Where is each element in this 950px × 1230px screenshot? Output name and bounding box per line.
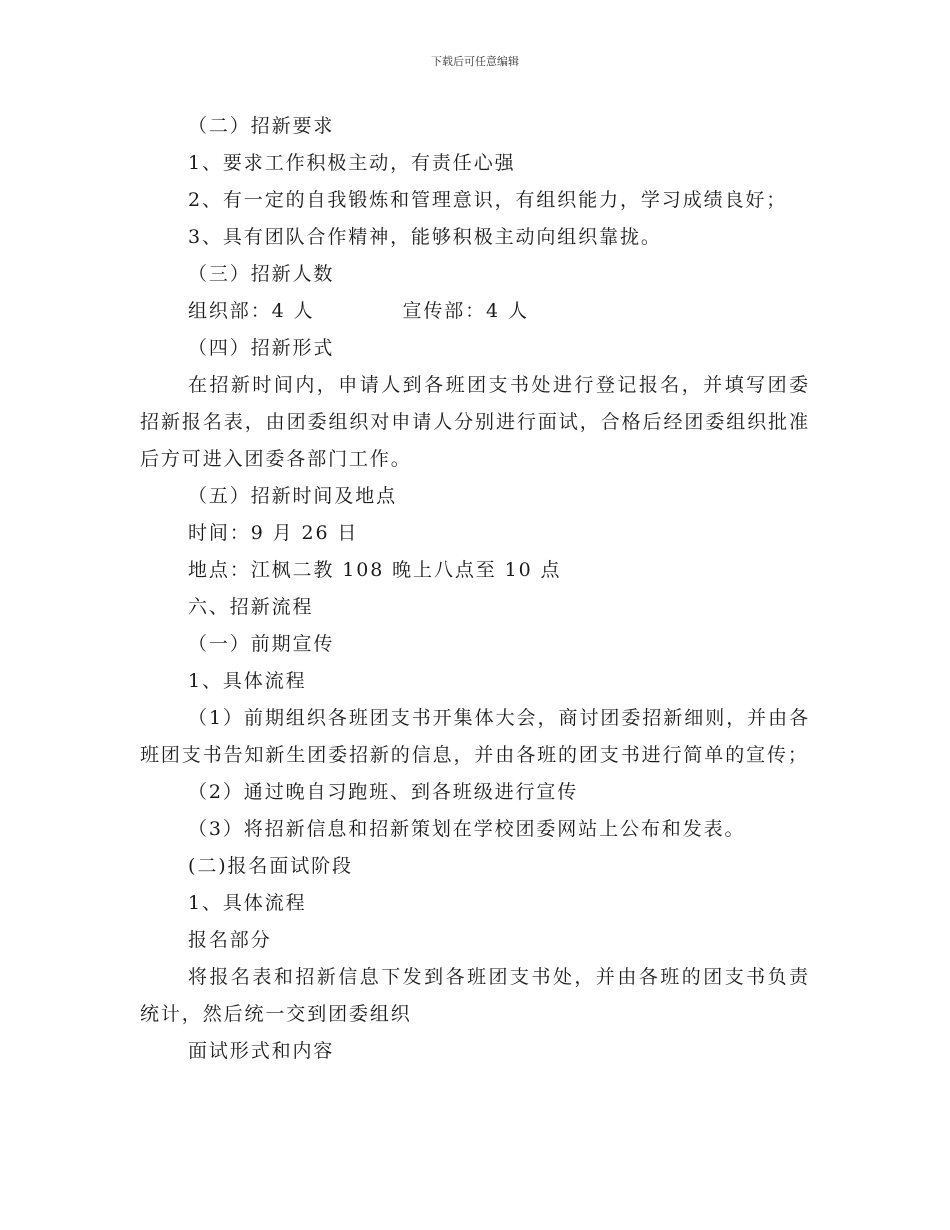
promo-step: （3）将招新信息和招新策划在学校团委网站上公布和发表。 xyxy=(188,818,746,840)
section-heading-time-place: （五）招新时间及地点 xyxy=(188,485,398,507)
section-heading-requirements: （二）招新要求 xyxy=(188,115,335,137)
subsection-heading-interview: (二)报名面试阶段 xyxy=(188,855,353,877)
signup-part-heading: 报名部分 xyxy=(188,929,272,951)
signup-paragraph: 将报名表和招新信息下发到各班团支书处，并由各班的团支书负责统计，然后统一交到团委组织 xyxy=(140,966,810,1025)
promo-step: （2）通过晚自习跑班、到各班级进行宣传 xyxy=(188,781,579,803)
document-body xyxy=(140,108,810,1070)
requirement-item: 3、具有团队合作精神，能够积极主动向组织靠拢。 xyxy=(188,226,662,248)
section-heading-process: 六、招新流程 xyxy=(188,596,314,618)
count-publicity: 宣传部：4 人 xyxy=(402,300,529,322)
promo-flow-heading: 1、具体流程 xyxy=(188,670,307,692)
subsection-heading-promo: （一）前期宣传 xyxy=(188,633,335,655)
count-organization: 组织部：4 人 xyxy=(188,300,315,322)
promo-step-paragraph: （1）前期组织各班团支书开集体大会，商讨团委招新细则，并由各班团支书告知新生团委招新的信息，并由各班的团支书进行简单的宣传； xyxy=(140,707,810,766)
interview-form-heading: 面试形式和内容 xyxy=(188,1040,335,1062)
requirement-item: 1、要求工作积极主动，有责任心强 xyxy=(188,152,516,174)
interview-flow-heading: 1、具体流程 xyxy=(188,892,307,914)
place-line: 地点：江枫二教 108 晚上八点至 10 点 xyxy=(188,559,562,581)
page-header: 下载后可任意编辑 xyxy=(431,55,519,68)
time-line: 时间：9 月 26 日 xyxy=(188,522,359,544)
section-heading-count: （三）招新人数 xyxy=(188,263,335,285)
recruit-count-line xyxy=(140,293,810,330)
form-paragraph: 在招新时间内，申请人到各班团支书处进行登记报名，并填写团委招新报名表，由团委组织对申请人分别进行面试，合格后经团委组织批准后方可进入团委各部门工作。 xyxy=(140,374,810,470)
section-heading-form: （四）招新形式 xyxy=(188,337,335,359)
requirement-item: 2、有一定的自我锻炼和管理意识，有组织能力，学习成绩良好； xyxy=(188,189,788,211)
